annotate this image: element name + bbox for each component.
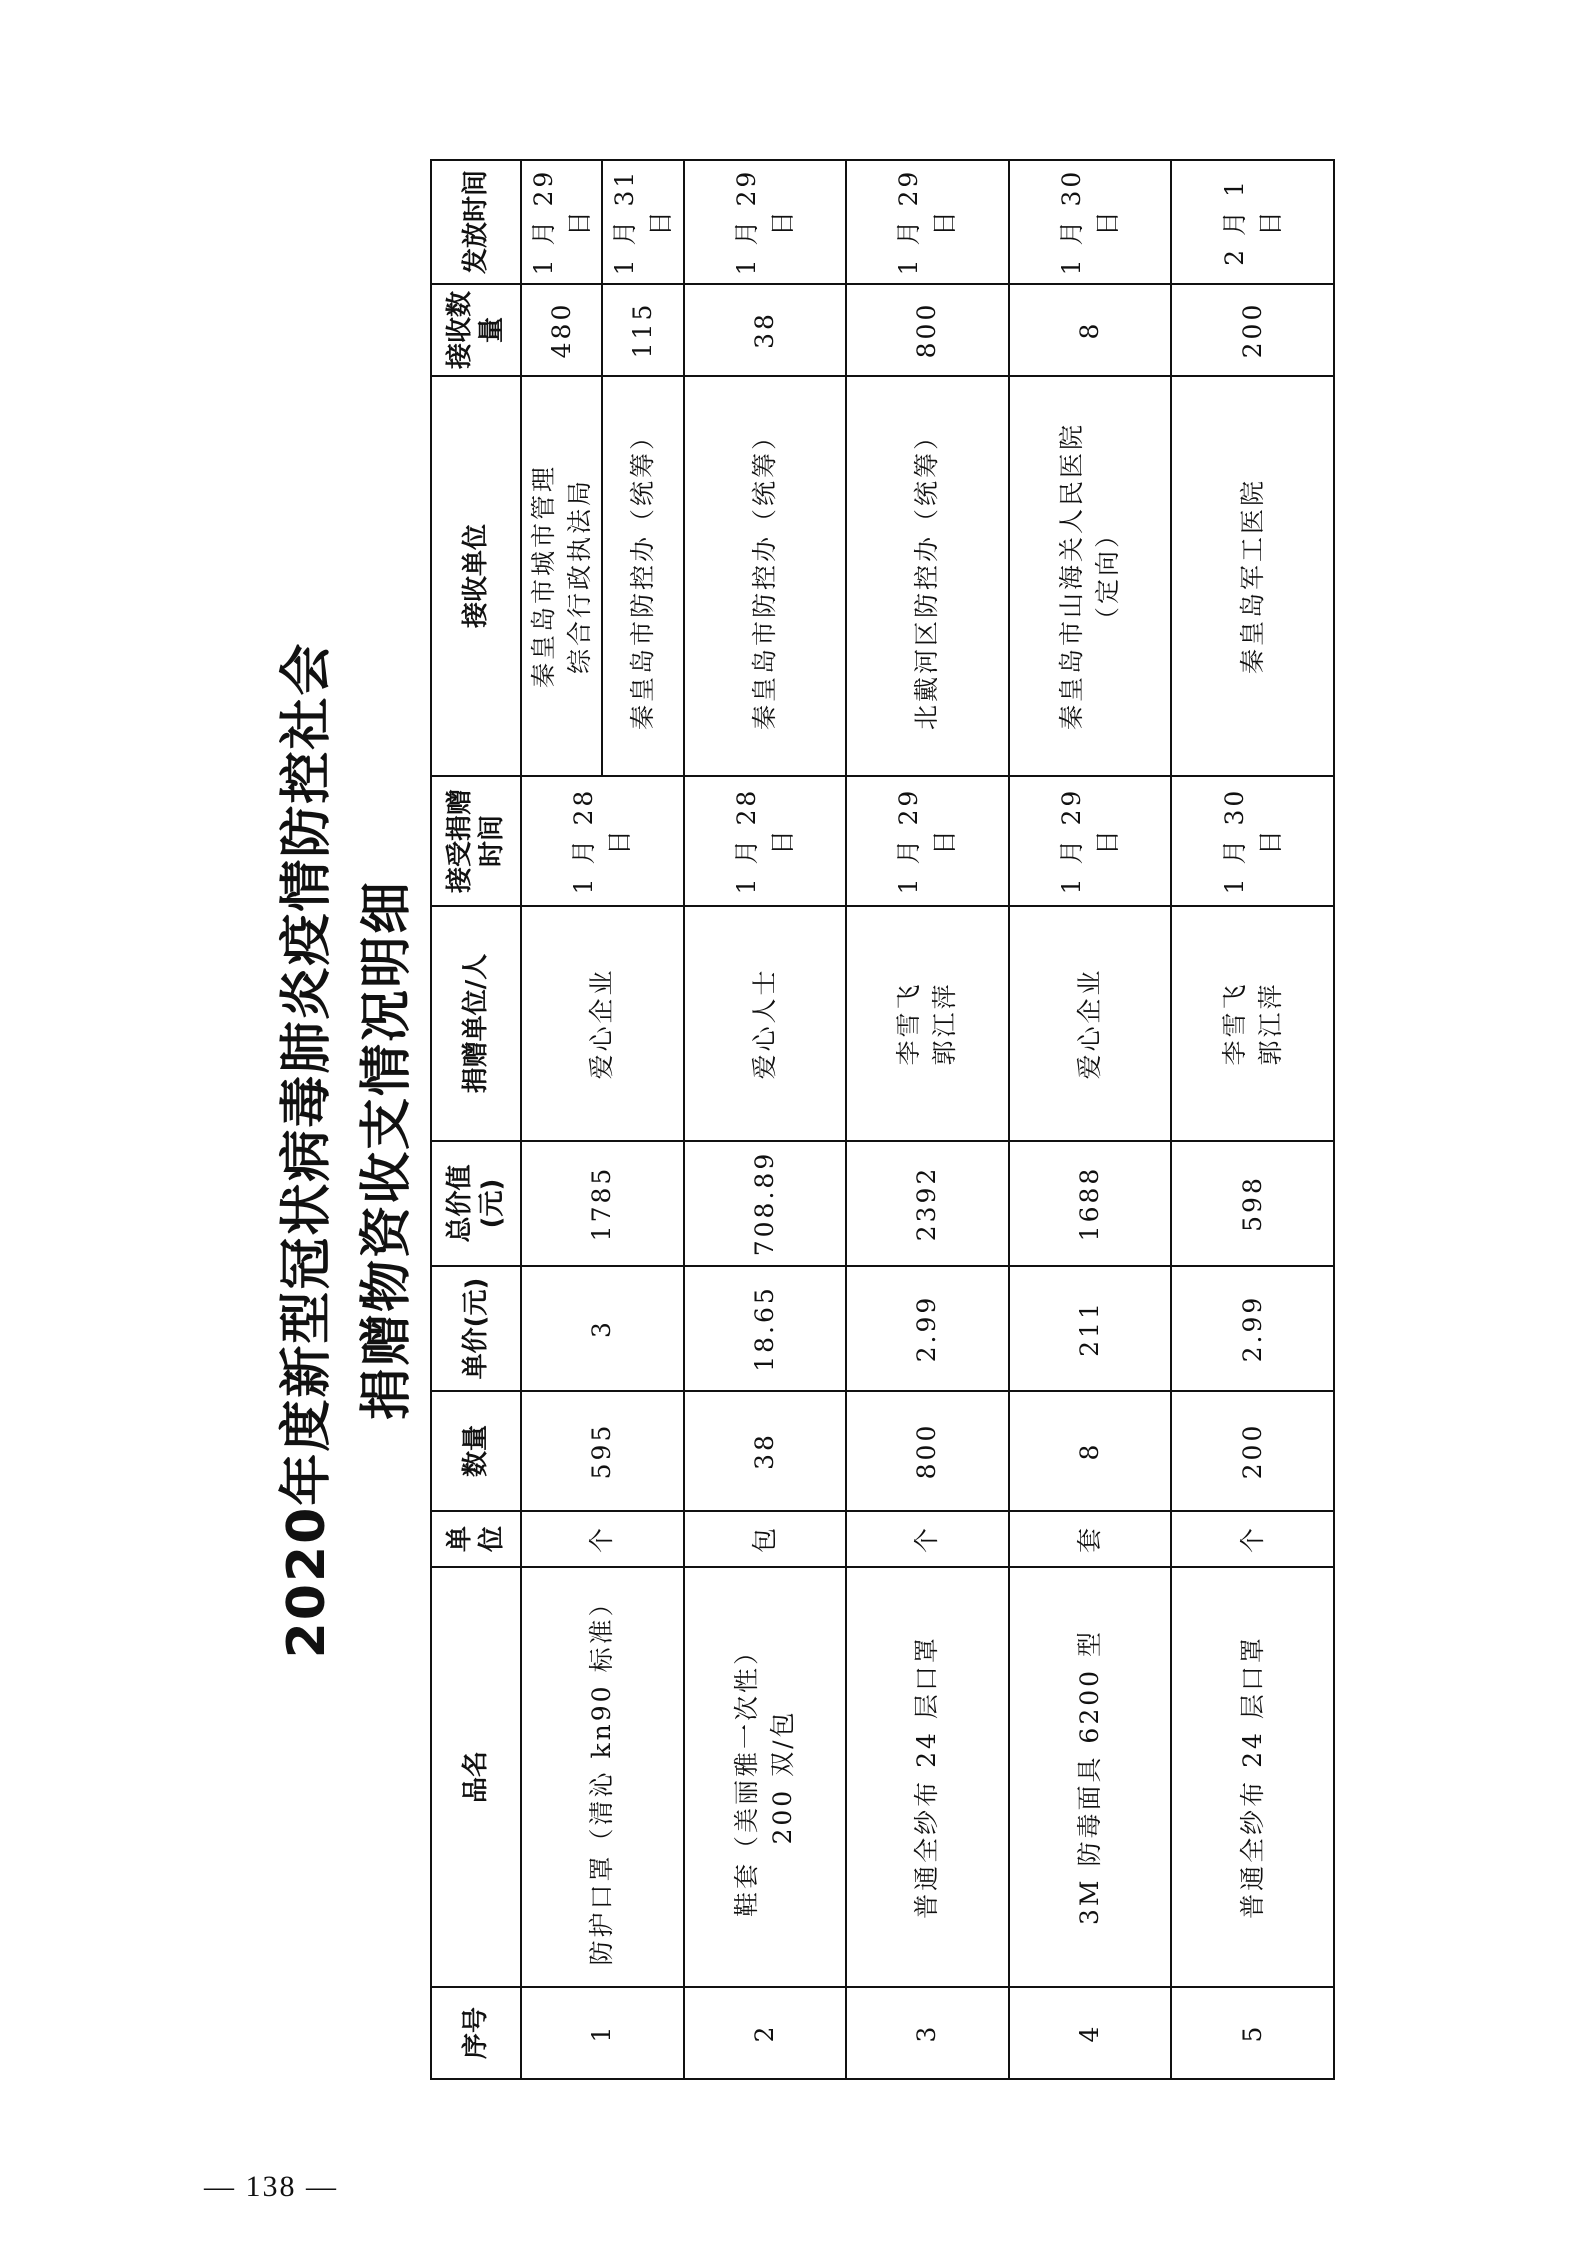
cell-name bbox=[846, 1567, 1009, 1987]
col-unit-price-header: 单价(元) bbox=[431, 1266, 521, 1391]
cell-unit: 套 bbox=[1009, 1511, 1172, 1567]
cell-recv-qty: 200 bbox=[1171, 284, 1334, 376]
cell-receiver bbox=[684, 376, 847, 776]
cell-total: 1688 bbox=[1009, 1141, 1172, 1266]
cell-seq: 3 bbox=[846, 1987, 1009, 2079]
header-row bbox=[431, 160, 521, 2079]
cell-unit: 包 bbox=[684, 1511, 847, 1567]
cell-release-time: 1 月 30 日 bbox=[1009, 160, 1172, 284]
receiver-line: 秦皇岛市山海关人民医院 bbox=[1057, 422, 1087, 731]
cell-receiver bbox=[521, 376, 602, 776]
cell-unit: 个 bbox=[1171, 1511, 1334, 1567]
document-title bbox=[267, 150, 427, 2150]
cell-donor bbox=[1171, 906, 1334, 1141]
table-row bbox=[1171, 160, 1334, 2079]
cell-donor bbox=[684, 906, 847, 1141]
cell-qty: 38 bbox=[684, 1391, 847, 1511]
name-line: 普通全纱布 24 层口罩 bbox=[912, 1635, 942, 1919]
cell-receiver bbox=[1171, 376, 1334, 776]
cell-release-time: 1 月 29 日 bbox=[846, 160, 1009, 284]
cell-unit-price: 18.65 bbox=[684, 1266, 847, 1391]
cell-name bbox=[684, 1567, 847, 1987]
rotated-landscape-page bbox=[255, 150, 1335, 2150]
cell-unit-price: 2.99 bbox=[846, 1266, 1009, 1391]
cell-recv-time: 1 月 30 日 bbox=[1171, 776, 1334, 906]
receiver-line: 综合行政执法局 bbox=[564, 478, 594, 675]
table-row bbox=[1009, 160, 1172, 2079]
cell-total: 1785 bbox=[521, 1141, 684, 1266]
cell-recv-time: 1 月 28 日 bbox=[521, 776, 684, 906]
name-line: 鞋套（美丽雅一次性） bbox=[731, 1637, 761, 1918]
col-release-time-header: 发放时间 bbox=[431, 160, 521, 284]
cell-recv-qty: 800 bbox=[846, 284, 1009, 376]
cell-donor: 爱心企业 bbox=[521, 906, 684, 1141]
receiver-line: 秦皇岛军工医院 bbox=[1237, 478, 1267, 675]
cell-qty: 200 bbox=[1171, 1391, 1334, 1511]
table-row bbox=[521, 160, 602, 2079]
table-row bbox=[684, 160, 847, 2079]
title-line-2: 捐赠物资收支情况明细 bbox=[357, 880, 417, 1421]
cell-unit-price: 3 bbox=[521, 1266, 684, 1391]
cell-recv-qty: 38 bbox=[684, 284, 847, 376]
col-qty-header: 数量 bbox=[431, 1391, 521, 1511]
cell-seq: 4 bbox=[1009, 1987, 1172, 2079]
col-total-header: 总价值(元) bbox=[431, 1141, 521, 1266]
cell-release-time: 1 月 29 日 bbox=[521, 160, 602, 284]
cell-donor bbox=[1009, 906, 1172, 1141]
receiver-line: 秦皇岛市防控办（统筹） bbox=[749, 422, 779, 731]
receiver-line: 秦皇岛市防控办（统筹） bbox=[627, 422, 657, 731]
cell-receiver bbox=[1009, 376, 1172, 776]
cell-receiver bbox=[602, 376, 683, 776]
cell-name bbox=[1171, 1567, 1334, 1987]
cell-unit: 个 bbox=[521, 1511, 684, 1567]
donor-line: 李雪飞 bbox=[1219, 981, 1249, 1066]
cell-seq: 5 bbox=[1171, 1987, 1334, 2079]
cell-total: 598 bbox=[1171, 1141, 1334, 1266]
table-row bbox=[846, 160, 1009, 2079]
cell-name bbox=[1009, 1567, 1172, 1987]
cell-total: 2392 bbox=[846, 1141, 1009, 1266]
cell-qty: 8 bbox=[1009, 1391, 1172, 1511]
cell-recv-time: 1 月 29 日 bbox=[1009, 776, 1172, 906]
cell-release-time: 1 月 29 日 bbox=[684, 160, 847, 284]
col-seq-header: 序号 bbox=[431, 1987, 521, 2079]
col-donor-header: 捐赠单位/人 bbox=[431, 906, 521, 1141]
cell-qty: 800 bbox=[846, 1391, 1009, 1511]
cell-total: 708.89 bbox=[684, 1141, 847, 1266]
col-unit-header: 单位 bbox=[431, 1511, 521, 1567]
title-line-1: 2020年度新型冠状病毒肺炎疫情防控社会 bbox=[277, 641, 337, 1659]
cell-recv-qty: 115 bbox=[602, 284, 683, 376]
donor-line: 郭江萍 bbox=[930, 981, 960, 1066]
donor-line: 李雪飞 bbox=[894, 981, 924, 1066]
name-line: 普通全纱布 24 层口罩 bbox=[1237, 1635, 1267, 1919]
col-name-header: 品名 bbox=[431, 1567, 521, 1987]
cell-recv-time: 1 月 28 日 bbox=[684, 776, 847, 906]
cell-recv-qty: 480 bbox=[521, 284, 602, 376]
receiver-line: 北戴河区防控办（统筹） bbox=[912, 422, 942, 731]
col-receiver-header: 接收单位 bbox=[431, 376, 521, 776]
cell-qty: 595 bbox=[521, 1391, 684, 1511]
donor-line: 爱心人士 bbox=[749, 967, 779, 1080]
donor-line: 爱心企业 bbox=[1075, 967, 1105, 1080]
cell-recv-qty: 8 bbox=[1009, 284, 1172, 376]
name-line: 200 双/包 bbox=[767, 1709, 797, 1845]
col-recv-qty-header: 接收数量 bbox=[431, 284, 521, 376]
cell-release-time: 1 月 31 日 bbox=[602, 160, 683, 284]
cell-name: 防护口罩（清沁 kn90 标准） bbox=[521, 1567, 684, 1987]
receiver-line: （定向） bbox=[1093, 520, 1123, 633]
cell-donor bbox=[846, 906, 1009, 1141]
cell-unit-price: 211 bbox=[1009, 1266, 1172, 1391]
cell-receiver bbox=[846, 376, 1009, 776]
page-number: — 138 — bbox=[204, 2170, 338, 2203]
cell-seq: 2 bbox=[684, 1987, 847, 2079]
cell-recv-time: 1 月 29 日 bbox=[846, 776, 1009, 906]
cell-release-time: 2 月 1 日 bbox=[1171, 160, 1334, 284]
donor-line: 郭江萍 bbox=[1255, 981, 1285, 1066]
cell-seq: 1 bbox=[521, 1987, 684, 2079]
receiver-line: 秦皇岛市城市管理 bbox=[528, 464, 558, 689]
col-recv-time-header: 接受捐赠时间 bbox=[431, 776, 521, 906]
donation-details-table bbox=[430, 159, 1335, 2080]
cell-unit-price: 2.99 bbox=[1171, 1266, 1334, 1391]
name-line: 3M 防毒面具 6200 型 bbox=[1075, 1629, 1105, 1925]
cell-unit: 个 bbox=[846, 1511, 1009, 1567]
